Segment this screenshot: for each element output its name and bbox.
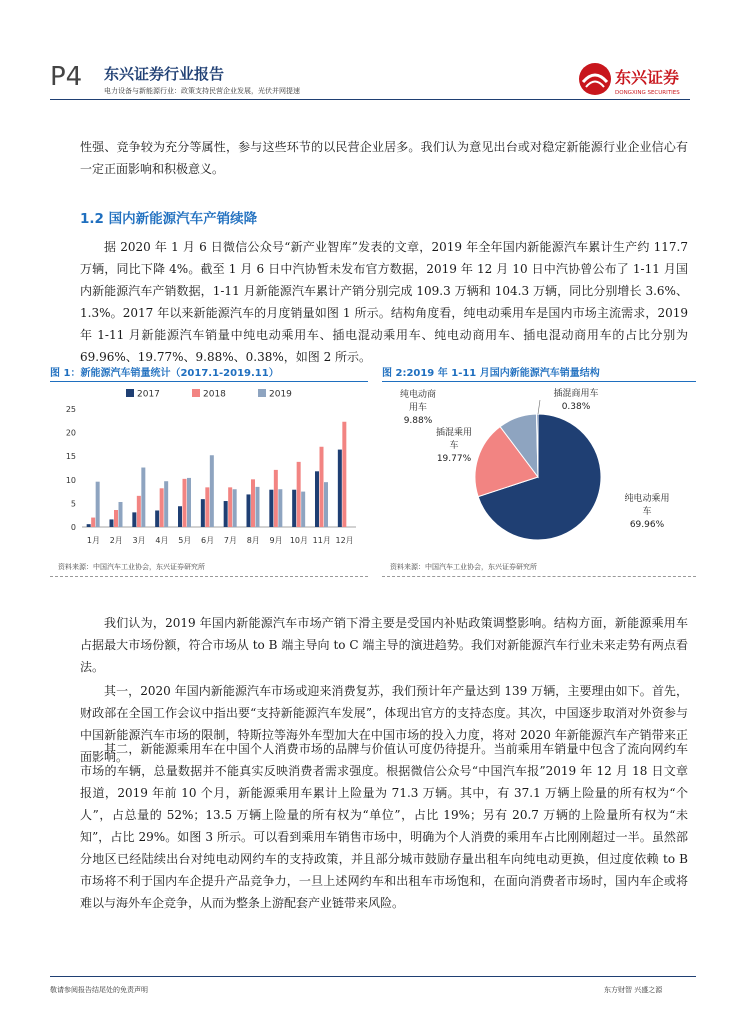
bar-2017 [224, 501, 228, 527]
x-tick-label: 3月 [132, 536, 146, 545]
bar-2018 [183, 479, 187, 527]
x-tick-label: 9月 [269, 536, 283, 545]
figure1-title: 图 1：新能源汽车销量统计（2017.1-2019.11） [50, 368, 279, 379]
bar-2018 [320, 447, 324, 527]
bar-2019 [210, 455, 214, 527]
bar-2018 [274, 470, 278, 527]
bar-2019 [301, 492, 305, 527]
report-title: 东兴证券行业报告 [104, 65, 225, 83]
bar-2018 [160, 488, 164, 527]
footer-disclaimer: 敬请参阅报告结尾处的免责声明 [50, 986, 148, 994]
bar-2018 [297, 462, 301, 527]
x-tick-label: 5月 [178, 536, 192, 545]
brand-name-en: DONGXING SECURITIES [615, 90, 680, 96]
footer-divider [50, 976, 696, 977]
figure2-source: 资料来源：中国汽车工业协会，东兴证券研究所 [390, 563, 537, 571]
bar-2017 [315, 471, 319, 527]
report-subtitle: 电力设备与新能源行业：政策支持民营企业发展，光伏并网提速 [104, 87, 300, 95]
bar-2018 [137, 496, 141, 527]
bar-2018 [114, 510, 118, 527]
figure1-source-rule [50, 576, 368, 577]
bar-2019 [278, 489, 282, 527]
legend-swatch [258, 389, 266, 397]
section-title: 1.2 国内新能源汽车产销续降 [80, 211, 258, 227]
bar-2017 [110, 519, 114, 527]
x-tick-label: 6月 [201, 536, 215, 545]
paragraph-2: 我们认为，2019 年国内新能源汽车市场产销下滑主要是受国内补贴政策调整影响。结构方面，新能源乘用车占据最大市场份额，符合市场从 to B 端主导向 to C 端主导的演进趋势。我们对新能源汽车行业未来走势有两点看法。 [80, 616, 688, 674]
bar-chart [50, 383, 368, 558]
figure2-title-rule [382, 381, 696, 382]
paragraph-1: 据 2020 年 1 月 6 日微信公众号“新产业智库”发表的文章，2019 年全年国内新能源汽车累计生产约 117.7 万辆，同比下降 4%。截至 1 月 6 日中汽协暂未发布官方数据，2019 年 12 月 10 日中汽协曾公布了 1-11 月国内新能源汽车产销数据，1-11 月新能源汽车累计产销分别完成 109.3 万辆和 104.3 万辆，同比分别增长 3.6%、1.3%。2017 年以来新能源汽车的月度销量如图 1 所示。结构角度看，纯电动乘用车是国内市场主流需求，2019 年 1-11 月新能源汽车销量中纯电动乘用车、插电混动乘用车、纯电动商用车、插电混动商用车的占比分别为 69.96%、19.77%、9.88%、0.38%，如图 2 所示。 [80, 240, 688, 364]
y-tick-label: 10 [65, 475, 76, 485]
x-tick-label: 8月 [246, 536, 260, 545]
bar-2017 [269, 490, 273, 527]
bar-2017 [132, 512, 136, 527]
bar-2019 [187, 478, 191, 527]
bar-2017 [338, 450, 342, 527]
bar-2017 [201, 499, 205, 527]
bar-2018 [205, 487, 209, 527]
y-tick-label: 0 [70, 523, 76, 532]
footer-slogan: 东方财智 兴盛之源 [604, 986, 663, 994]
pie-label-bev-passenger: 纯电动乘用 车 69.96% [624, 494, 670, 530]
brand-logo [578, 60, 696, 100]
legend-swatch [192, 389, 200, 397]
bar-2018 [91, 518, 95, 527]
x-tick-label: 1月 [86, 536, 100, 545]
bar-2018 [342, 422, 346, 527]
bar-2019 [233, 489, 237, 527]
pie-label-phev-commercial: 插混商用车 0.38% [553, 389, 599, 412]
figure1-source: 资料来源：中国汽车工业协会，东兴证券研究所 [58, 563, 205, 571]
paragraph-intro: 性强、竞争较为充分等属性，参与这些环节的以民营企业居多。我们认为意见出台或对稳定新能源行业企业信心有一定正面影响和积极意义。 [80, 140, 688, 176]
bar-2017 [155, 510, 159, 527]
bar-2017 [87, 524, 91, 527]
page-number: P4 [50, 62, 83, 92]
bar-2017 [178, 506, 182, 527]
paragraph-3: 其一，2020 年国内新能源汽车市场或迎来消费复苏，我们预计年产量达到 139 万辆，主要理由如下。首先，财政部在全国工作会议中指出要“支持新能源汽车发展”，体现出官方的支持态度。其次，中国逐步取消对外资参与中国新能源汽车市场的限制，特斯拉等海外车型加大在中国市场的投入力度，将对 2020 年新能源汽车产销带来正面影响。 [80, 684, 688, 764]
pie-label-bev-commercial: 纯电动商 用车 9.88% [399, 390, 436, 426]
bar-2019 [256, 487, 260, 527]
bar-2019 [324, 482, 328, 527]
legend-label: 2019 [269, 389, 292, 400]
y-tick-label: 5 [70, 499, 76, 509]
x-tick-label: 2月 [109, 536, 123, 545]
bar-2019 [119, 502, 123, 527]
brand-logo-icon [578, 60, 696, 100]
x-tick-label: 4月 [155, 536, 169, 545]
bar-2019 [164, 481, 168, 527]
legend-swatch [126, 389, 134, 397]
legend-label: 2018 [203, 389, 226, 400]
y-tick-label: 20 [65, 428, 76, 438]
pie-label-phev-passenger: 插混乘用 车 19.77% [435, 428, 472, 464]
x-tick-label: 7月 [223, 536, 237, 545]
y-tick-label: 15 [65, 452, 76, 462]
bar-2019 [96, 482, 100, 527]
x-tick-label: 12月 [335, 536, 354, 545]
figure1-title-rule [50, 381, 368, 382]
x-tick-label: 11月 [312, 536, 331, 545]
bar-2019 [141, 468, 145, 527]
bar-2017 [247, 494, 251, 527]
legend-label: 2017 [137, 389, 160, 400]
figure2-title: 图 2:2019 年 1-11 月国内新能源汽车销量结构 [382, 368, 600, 379]
paragraph-4: 其二，新能源乘用车在中国个人消费市场的品牌与价值认可度仍待提升。当前乘用车销量中包含了流向网约车市场的车辆，总量数据并不能真实反映消费者需求强度。根据微信公众号“中国汽车报”2019 年 12 月 18 日文章报道，2019 年前 10 个月，新能源乘用车累计上险量为 71.3 万辆。其中，有 37.1 万辆上险量的所有权为“个人”，占总量的 52%；13.5 万辆上险量的所有权为“单位”，占比 19%；另有 20.7 万辆的上险量所有权为“未知”，占比 29%。如图 3 所示。可以看到乘用车销售市场中，明确为个人消费的乘用车占比刚刚超过一半。虽然部分地区已经陆续出台对纯电动网约车的支持政策，并且部分城市鼓励存量出租车向纯电动更换，但过度依赖 to B 市场将不利于国内车企提升产品竞争力，一旦上述网约车和出租车市场饱和，在面向消费者市场时，国内车企或将难以与海外车企竞争，从而为整条上游配套产业链带来风险。 [80, 742, 688, 910]
bar-2017 [292, 490, 296, 527]
brand-name-cn: 东兴证券 [615, 68, 680, 87]
bar-2018 [228, 487, 232, 527]
x-tick-label: 10月 [289, 536, 309, 545]
y-tick-label: 25 [65, 405, 76, 414]
figure2-source-rule [382, 576, 696, 577]
bar-2018 [251, 479, 255, 527]
